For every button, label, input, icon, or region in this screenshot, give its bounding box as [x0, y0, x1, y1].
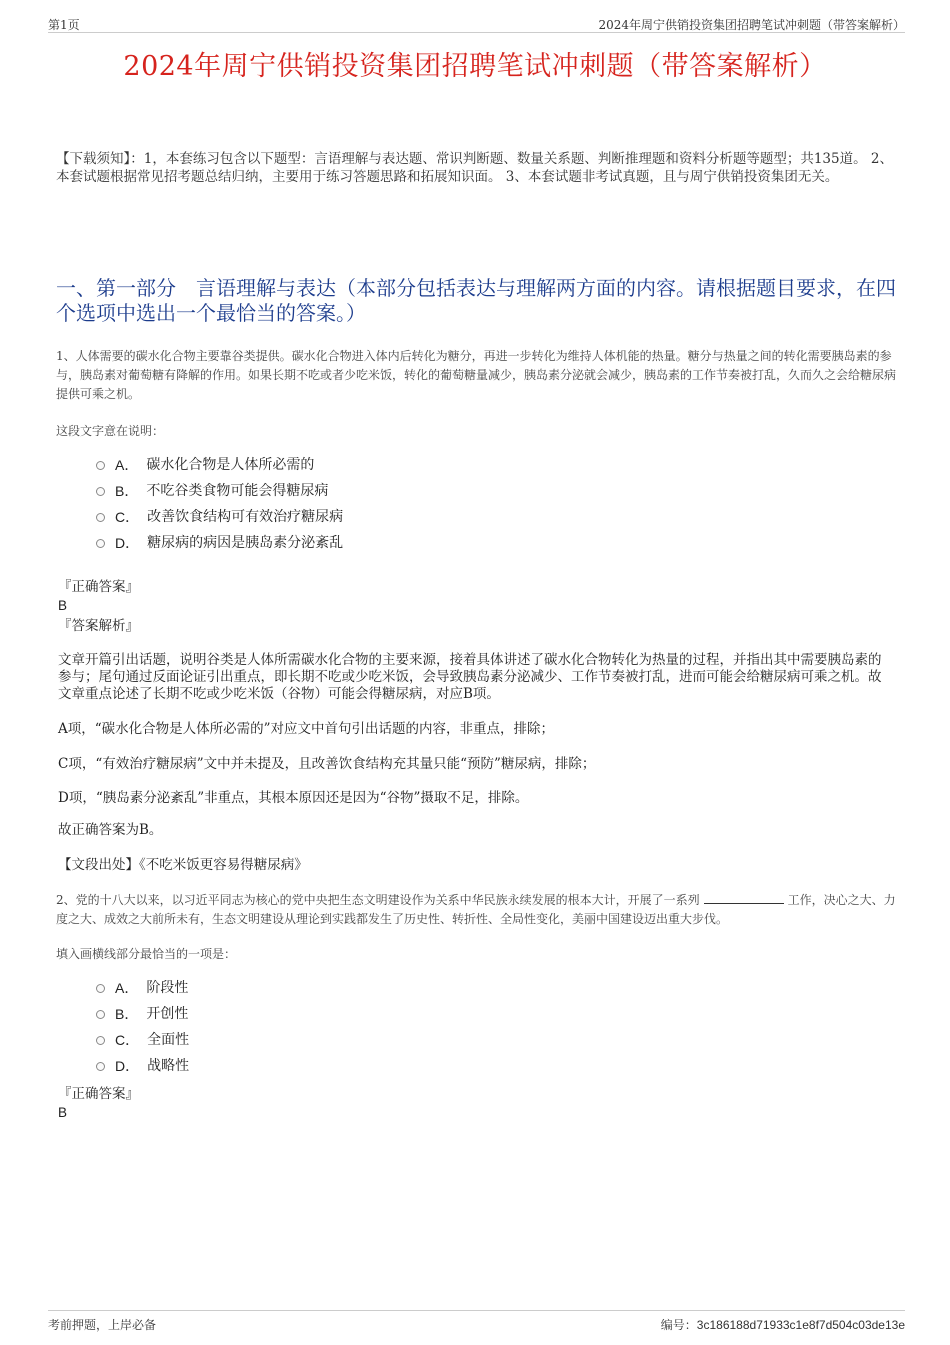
option-a[interactable]: A． 碳水化合物是人体所必需的 [96, 452, 343, 478]
option-a[interactable]: A． 阶段性 [96, 975, 189, 1001]
option-d[interactable]: D． 战略性 [96, 1053, 189, 1079]
document-title: 2024年周宁供销投资集团招聘笔试冲刺题（带答案解析） [123, 51, 827, 82]
passage-source: 【文段出处】《不吃米饭更容易得糖尿病》 [58, 857, 308, 873]
footer-slogan: 考前押题，上岸必备 [48, 1318, 157, 1332]
analysis-paragraph: D项，“胰岛素分泌紊乱”非重点，其根本原因还是因为“谷物”摄取不足，排除。 [58, 790, 529, 806]
option-b[interactable]: B． 开创性 [96, 1001, 189, 1027]
analysis-paragraph: C项，“有效治疗糖尿病”文中并未提及，且改善饮食结构充其量只能“预防”糖尿病，排除； [58, 756, 596, 772]
radio-icon[interactable] [96, 539, 105, 548]
download-notice: 【下载须知】：1，本套练习包含以下题型：言语理解与表达题、常识判断题、数量关系题、判断推理题和资料分析题等题型；共135道。 2、本套试题根据常见招考题总结归纳，主要用于练习答题思路和拓展知识面。 3、本套试题非考试真题，且与周宁供销投资集团无关。 [56, 151, 893, 185]
header-doc-title: 2024年周宁供销投资集团招聘笔试冲刺题（带答案解析） [598, 18, 905, 32]
question-2-prompt: 填入画横线部分最恰当的一项是： [56, 947, 237, 961]
question-1-options [96, 452, 343, 556]
analysis-paragraph: 文章开篇引出话题，说明谷类是人体所需碳水化合物的主要来源，接着具体讲述了碳水化合物转化为热量的过程，并指出其中需要胰岛素的参与；尾句通过反面论证引出重点，即长期不吃或少吃米饭，会导致胰岛素分泌减少、工作节奏被打乱，进而可能会给糖尿病可乘之机。故文章重点论述了长期不吃或少吃米饭（谷物）可能会得糖尿病，对应B项。 [58, 652, 882, 702]
question-1-prompt: 这段文字意在说明： [56, 424, 165, 438]
question-2-options [96, 975, 189, 1079]
radio-icon[interactable] [96, 1036, 105, 1045]
page-footer [48, 1310, 905, 1335]
question-2-text: 2、党的十八大以来，以习近平同志为核心的党中央把生态文明建设作为关系中华民族永续发展的根本大计，开展了一系列 工作，决心之大、力度之大、成效之大前所未有，生态文明建设从理论到实践都发生了历史性、转折性、全局性变化，美丽中国建设迈出重大步伐。 [56, 893, 896, 926]
fill-in-blank [704, 891, 784, 904]
radio-icon[interactable] [96, 1062, 105, 1071]
answer-value: B [58, 1105, 68, 1120]
radio-icon[interactable] [96, 1010, 105, 1019]
analysis-paragraph: A项，“碳水化合物是人体所必需的”对应文中首句引出话题的内容，非重点，排除； [58, 721, 555, 737]
analysis-conclusion: 故正确答案为B。 [58, 822, 163, 838]
answer-label: 『正确答案』 [58, 1086, 139, 1102]
radio-icon[interactable] [96, 513, 105, 522]
question-1-text: 1、人体需要的碳水化合物主要靠谷类提供。碳水化合物进入体内后转化为糖分，再进一步转化为维持人体机能的热量。糖分与热量之间的转化需要胰岛素的参与，胰岛素对葡萄糖有降解的作用。如果长期不吃或者少吃米饭，转化的葡萄糖量减少，胰岛素分泌就会减少，胰岛素的工作节奏被打乱，久而久之会给糖尿病提供可乘之机。 [56, 349, 897, 401]
analysis-label: 『答案解析』 [58, 618, 139, 634]
answer-label: 『正确答案』 [58, 579, 139, 595]
page-number: 第1页 [48, 18, 80, 32]
option-d[interactable]: D． 糖尿病的病因是胰岛素分泌紊乱 [96, 530, 343, 556]
section-title: 一、第一部分 言语理解与表达（本部分包括表达与理解两方面的内容。请根据题目要求，在四个选项中选出一个最恰当的答案。） [56, 276, 896, 325]
radio-icon[interactable] [96, 984, 105, 993]
option-b[interactable]: B． 不吃谷类食物可能会得糖尿病 [96, 478, 343, 504]
option-c[interactable]: C． 改善饮食结构可有效治疗糖尿病 [96, 504, 343, 530]
document-code: 编号：3c186188d71933c1e8f7d504c03de13e [660, 1318, 905, 1332]
answer-value: B [58, 598, 68, 613]
page-header [48, 14, 905, 33]
option-c[interactable]: C． 全面性 [96, 1027, 189, 1053]
radio-icon[interactable] [96, 487, 105, 496]
radio-icon[interactable] [96, 461, 105, 470]
